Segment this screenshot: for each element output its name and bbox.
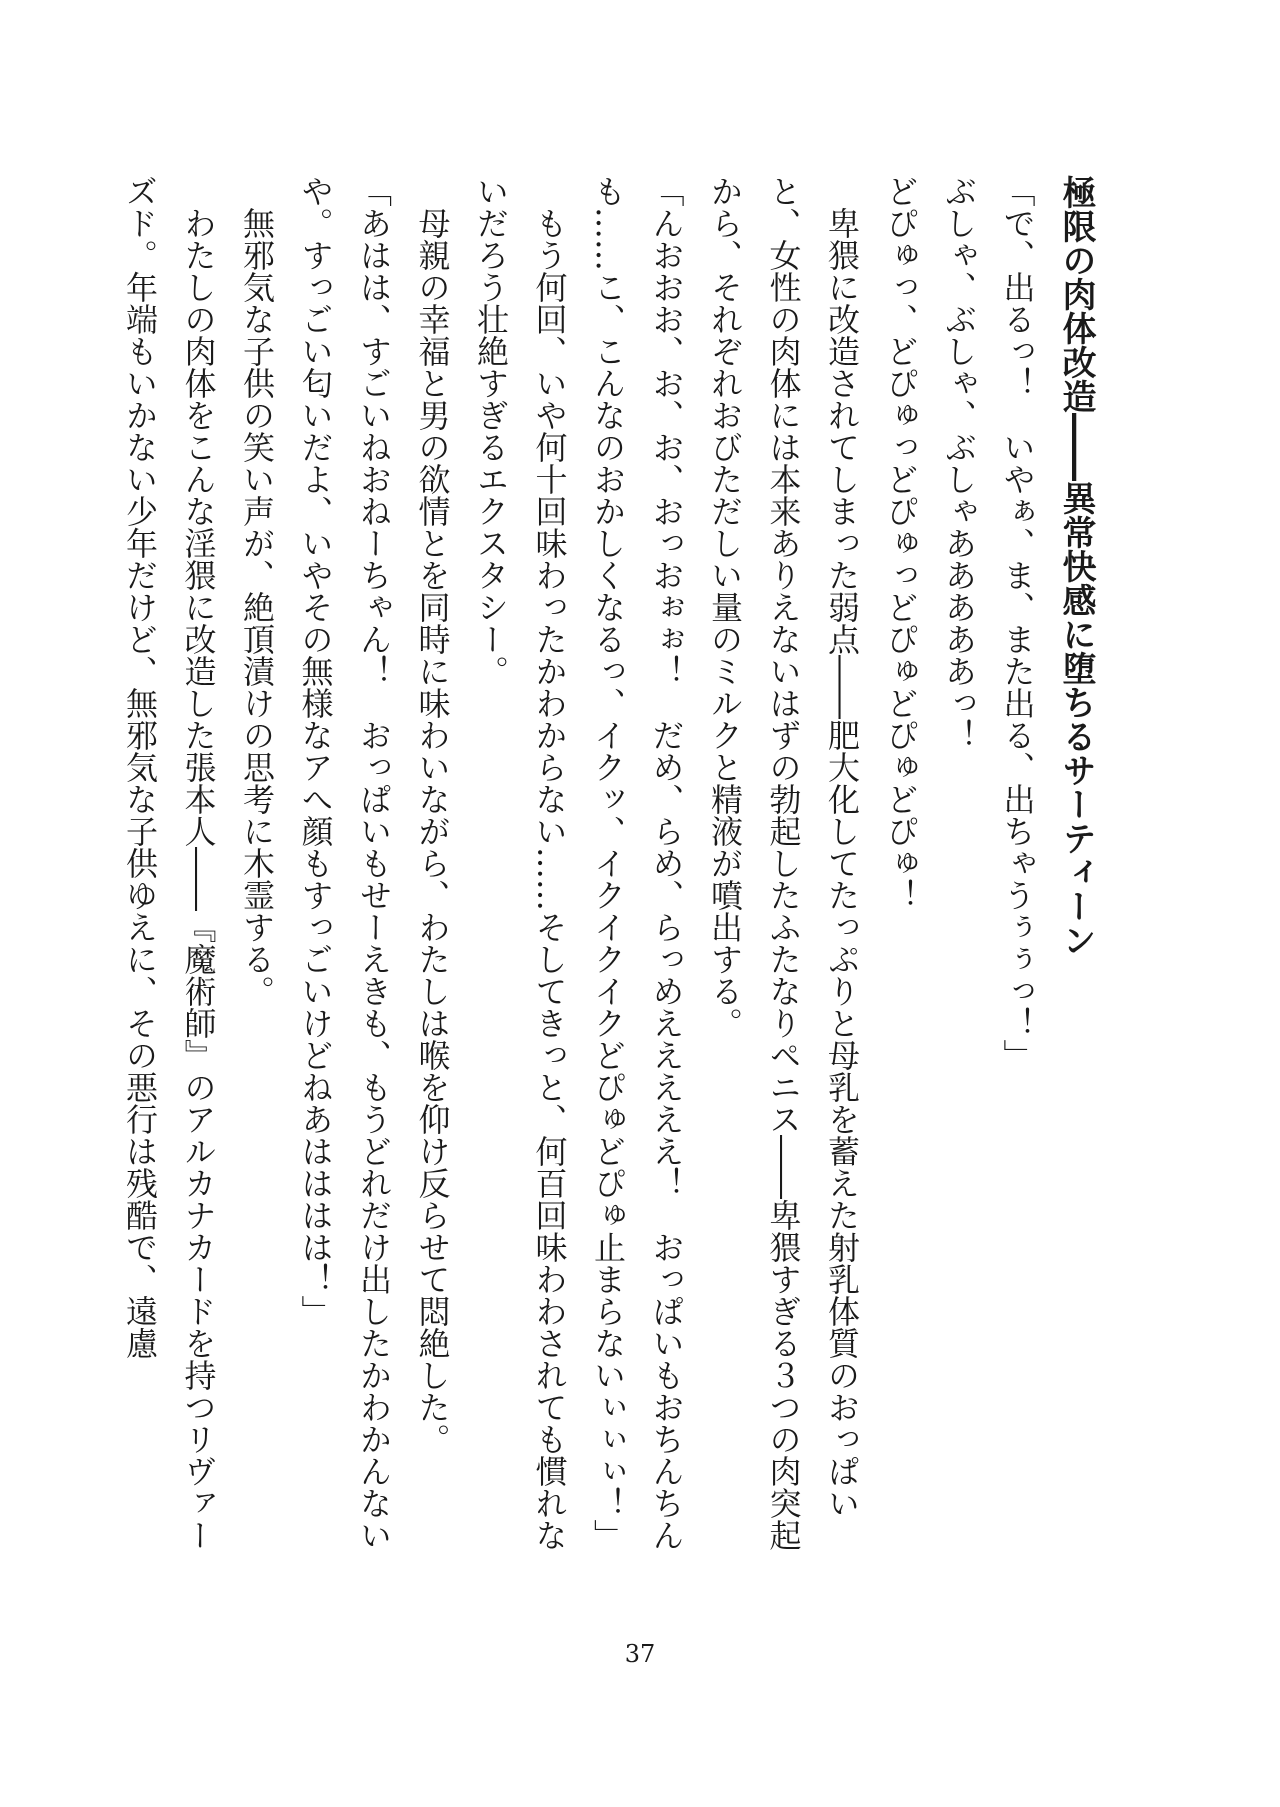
- paragraph: もう何回、いや何十回味わったかわからない……そしてきっと、何百回味わわされても慣れないだろう壮絶すぎるエクスタシー。: [472, 175, 569, 1551]
- paragraph: 「んおおお、お、お、おっおぉぉ！ だめ、らめ、らっめえええええ！ おっぱいもおちんちんも……こ、こんなのおかしくなるっ、イクッ、イクイクイクどぴゅどぴゅ止まらないぃぃぃ！」: [589, 175, 686, 1551]
- vertical-text-body: [121, 175, 1105, 1555]
- paragraph: わたしの肉体をこんな淫猥に改造した張本人――『魔術師』のアルカナカードを持つリヴァーズド。年端もいかない少年だけど、無邪気な子供ゆえに、その悪行は残酷で、遠慮: [121, 175, 218, 1551]
- paragraph: 母親の幸福と男の欲情とを同時に味わいながら、わたしは喉を仰け反らせて悶絶した。: [413, 175, 452, 1455]
- paragraph: どぴゅっ、どぴゅっどぴゅっどぴゅどぴゅどぴゅ！: [881, 175, 920, 911]
- chapter-heading: 極限の肉体改造――異常快感に堕ちるサーティーン: [1056, 175, 1096, 957]
- paragraph: 無邪気な子供の笑い声が、絶頂漬けの思考に木霊する。: [238, 175, 276, 1007]
- paragraph: 「で、出るっ！ いやぁ、ま、また出る、出ちゃうぅぅっ！」: [998, 175, 1037, 1071]
- paragraph: 卑猥に改造されてしまった弱点――肥大化してたっぷりと母乳を蓄えた射乳体質のおっぱいと、女性の肉体には本来ありえないはずの勃起したふたなりペニス――卑猥すぎる３つの肉突起から、それぞれおびただしい量のミルクと精液が噴出する。: [706, 175, 861, 1551]
- paragraph: ぶしゃ、ぶしゃ、ぶしゃあああああっ！: [940, 175, 978, 751]
- page-number: 37: [624, 1640, 656, 1668]
- paragraph: 「あはは、すごいねおねーちゃん！ おっぱいもせーえきも、もうどれだけ出したかわかんないや。すっごい匂いだよ、いやその無様なアへ顔もすっごいけどねあはははは！」: [296, 175, 393, 1551]
